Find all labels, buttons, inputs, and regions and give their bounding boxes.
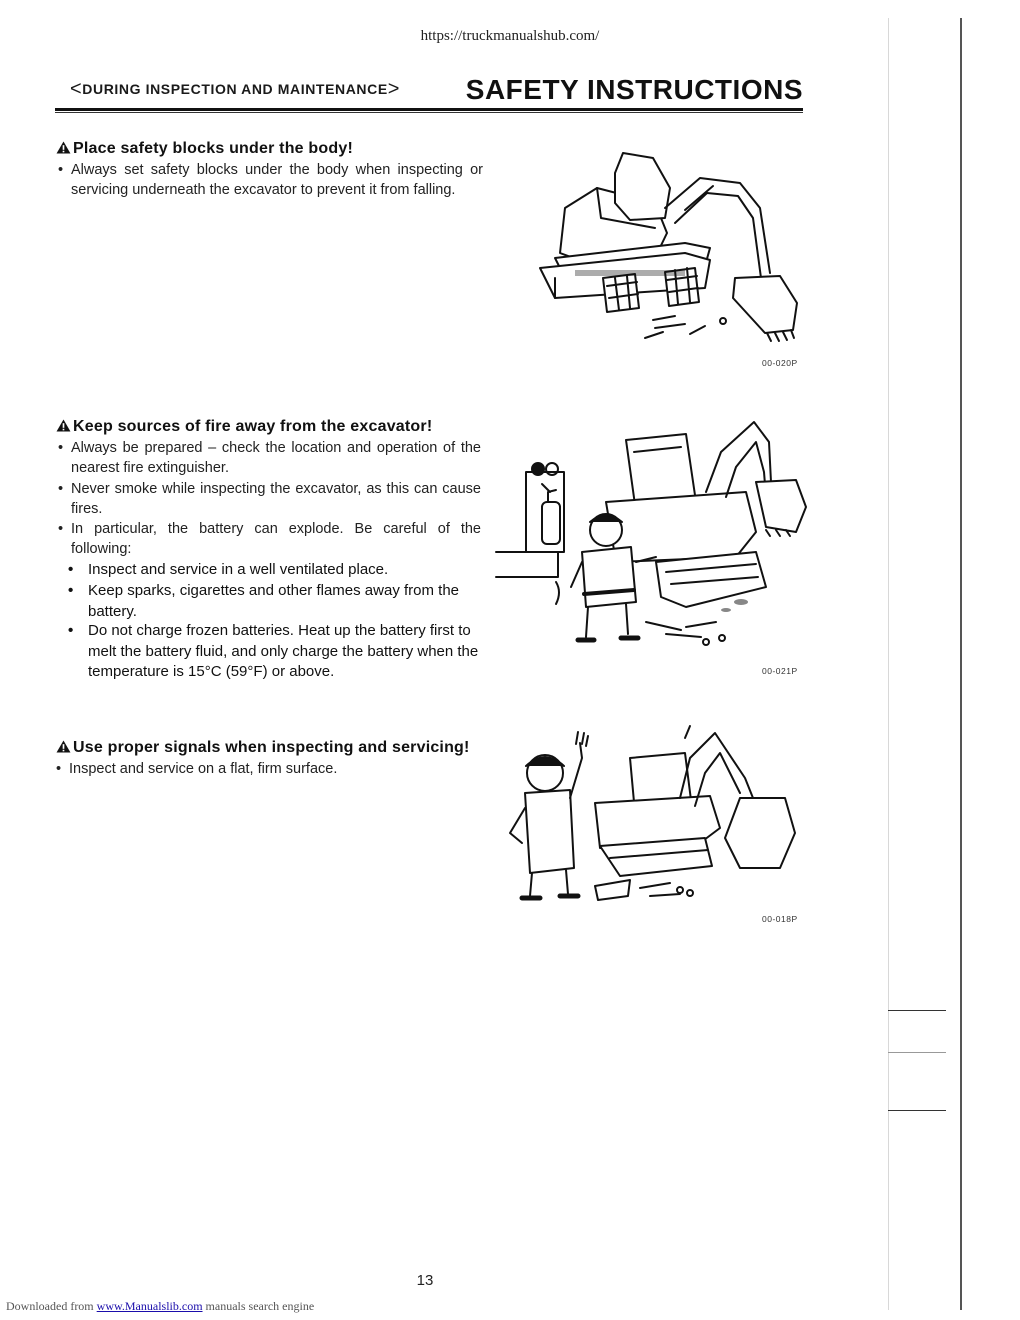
- section-title: Keep sources of fire away from the excavator!: [56, 418, 432, 436]
- fire-extinguisher-illustration: [486, 412, 812, 662]
- download-footer: Downloaded from www.Manualslib.com manuals search engine: [6, 1299, 315, 1313]
- header-subtitle: <DURING INSPECTION AND MAINTENANCE>: [70, 78, 401, 100]
- figure-code: 00-021P: [762, 666, 798, 676]
- page-header: [55, 74, 803, 110]
- bullet-item: • Always set safety blocks under the body when inspecting or servicing underneath the excavator to prevent it from falling.: [58, 162, 483, 198]
- page-edge-line: [888, 18, 889, 1310]
- figure-code: 00-020P: [762, 358, 798, 368]
- binding-line: [960, 18, 962, 1310]
- manualslib-link[interactable]: www.Manualslib.com: [96, 1299, 203, 1313]
- warning-icon: [56, 141, 71, 154]
- sub-bullet-item: • Keep sparks, cigarettes and other flames away from the battery.: [68, 582, 460, 620]
- edge-mark: [888, 1110, 946, 1111]
- section-title: Place safety blocks under the body!: [56, 140, 353, 158]
- warning-icon: [56, 740, 71, 753]
- edge-mark: [888, 1052, 946, 1053]
- sub-bullet-item: • Inspect and service in a well ventilated place.: [68, 561, 389, 578]
- figure-code: 00-018P: [762, 914, 798, 924]
- section-title: Use proper signals when inspecting and servicing!: [56, 739, 470, 757]
- bullet-item: • In particular, the battery can explode. Be careful of the following:: [58, 521, 481, 557]
- bullet-item: • Inspect and service on a flat, firm surface.: [56, 761, 338, 777]
- header-rule: [55, 108, 803, 111]
- warning-icon: [56, 419, 71, 432]
- edge-mark: [888, 1010, 946, 1011]
- signal-illustration: [500, 718, 800, 918]
- sub-bullet-item: • Do not charge frozen batteries. Heat up the battery first to melt the battery fluid, and only charge the battery when the temperature is 15°C (59°F) or above.: [68, 622, 479, 680]
- bullet-item: • Always be prepared – check the location and operation of the nearest fire extinguisher.: [58, 440, 481, 476]
- header-rule-thin: [55, 112, 803, 113]
- bullet-item: • Never smoke while inspecting the excavator, as this can cause fires.: [58, 481, 481, 517]
- header-title: SAFETY INSTRUCTIONS: [465, 74, 803, 105]
- excavator-safety-blocks-illustration: [535, 148, 810, 360]
- source-url[interactable]: https://truckmanualshub.com/: [420, 28, 600, 44]
- page-number: 13: [416, 1272, 434, 1289]
